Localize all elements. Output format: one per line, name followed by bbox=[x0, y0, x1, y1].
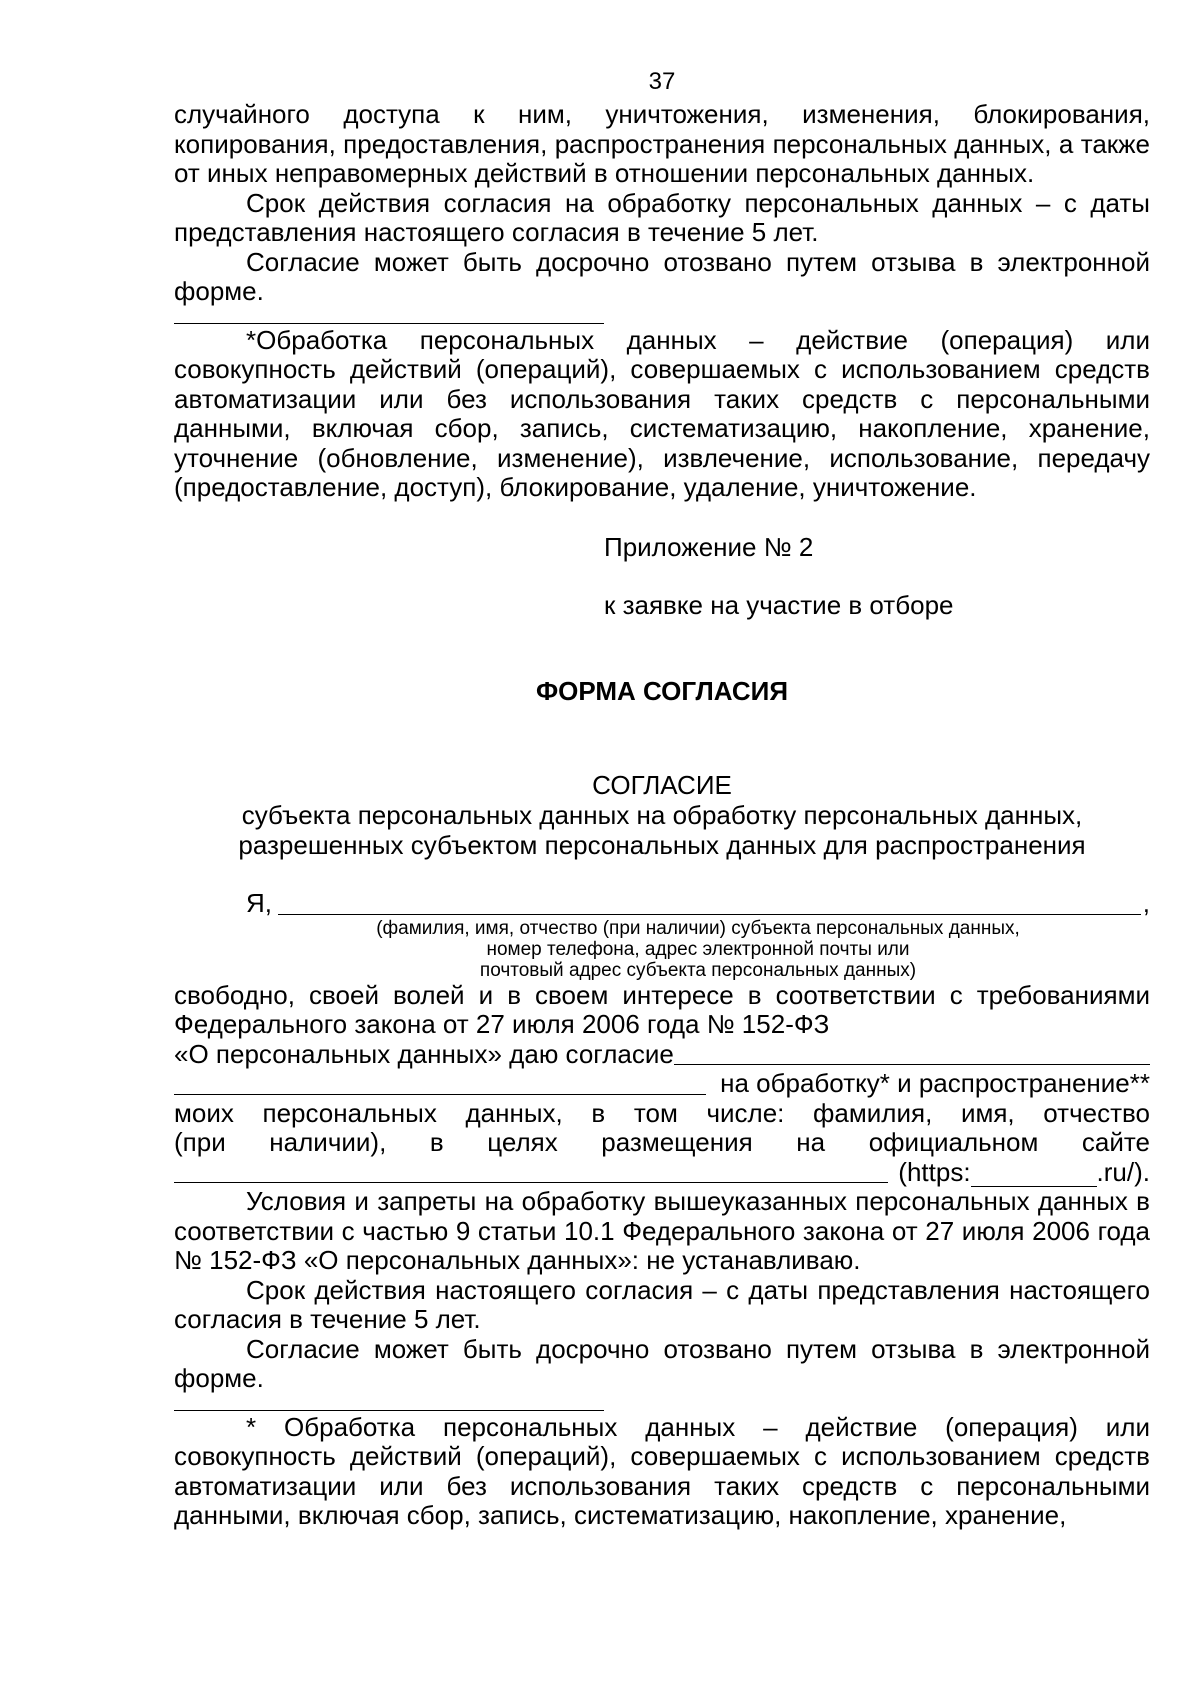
footnote-separator bbox=[174, 323, 604, 324]
consent-body-purpose: (при наличии), в целях размещения на официальном сайте bbox=[174, 1127, 1150, 1157]
consent-body-processing: на обработку* и распространение** bbox=[720, 1068, 1150, 1098]
url-domain-field[interactable] bbox=[971, 1164, 1097, 1187]
footnote-processing-definition: *Обработка персональных данных – действие (операция) или совокупность действий (операций), совершаемых с использованием средств автоматизации или без использования таких средств с персональными данными, включая сбор, запись, систематизацию, накопление, хранение, уточнение (обновление, изменение), извлечение, использование, передачу (предоставление, доступ), блокирование, удаление, уничтожение. bbox=[174, 324, 1150, 502]
paragraph-revoke: Согласие может быть досрочно отозвано путем отзыва в электронной форме. bbox=[174, 1333, 1150, 1393]
operator-name-field-2[interactable] bbox=[174, 1072, 706, 1095]
footnote-separator-2 bbox=[174, 1410, 604, 1411]
url-prefix: (https: bbox=[898, 1156, 971, 1187]
appendix-reference: к заявке на участие в отборе bbox=[604, 589, 954, 620]
field-hint-line-1: (фамилия, имя, отчество (при наличии) субъекта персональных данных, bbox=[376, 917, 1020, 939]
consent-subtitle-line-1: субъекта персональных данных на обработку персональных данных, bbox=[241, 799, 1083, 830]
paragraph-consent-revoke: Согласие может быть досрочно отозвано путем отзыва в электронной форме. bbox=[174, 246, 1150, 306]
consent-operator-row-2 bbox=[174, 1069, 1150, 1099]
pronoun-ya: Я, bbox=[246, 887, 272, 918]
paragraph-term: Срок действия настоящего согласия – с даты представления настоящего согласия в течение 5 лет. bbox=[174, 1274, 1150, 1334]
paragraph-consent-term: Срок действия согласия на обработку персональных данных – с даты представления настоящего согласия в течение 5 лет. bbox=[174, 187, 1150, 247]
consent-operator-row bbox=[174, 1040, 1150, 1070]
document-page bbox=[174, 68, 1150, 1531]
consent-title: СОГЛАСИЕ bbox=[592, 769, 732, 800]
consent-body-intro: свободно, своей волей и в своем интересе в соответствии с требованиями Федерального закона от 27 июля 2006 года № 152-ФЗ bbox=[174, 979, 1150, 1039]
consent-body-data-list: моих персональных данных, в том числе: фамилия, имя, отчество bbox=[174, 1097, 1150, 1128]
subject-name-row bbox=[174, 888, 1150, 918]
subject-name-field[interactable] bbox=[278, 892, 1141, 915]
field-hint-line-2: номер телефона, адрес электронной почты или bbox=[486, 938, 910, 960]
trailing-comma: , bbox=[1142, 887, 1150, 918]
footnote-processing-definition-2: * Обработка персональных данных – действие (операция) или совокупность действий (операций), совершаемых с использованием средств автоматизации или без использования таких средств с персональными данными, включая сбор, запись, систематизацию, накопление, хранение, bbox=[174, 1411, 1150, 1530]
page-number: 37 bbox=[648, 68, 676, 95]
paragraph-continuation: случайного доступа к ним, уничтожения, изменения, блокирования, копирования, предоставления, распространения персональных данных, а также от иных неправомерных действий в отношении персональных данных. bbox=[174, 99, 1150, 188]
form-title: ФОРМА СОГЛАСИЯ bbox=[535, 675, 789, 706]
consent-subtitle-line-2: разрешенных субъектом персональных данных для распространения bbox=[238, 829, 1086, 860]
consent-body-law-name: «О персональных данных» даю согласие bbox=[174, 1038, 674, 1069]
url-suffix: .ru/). bbox=[1096, 1156, 1150, 1187]
website-row bbox=[174, 1158, 1150, 1188]
paragraph-conditions: Условия и запреты на обработку вышеуказанных персональных данных в соответствии с частью 9 статьи 10.1 Федерального закона от 27 июля 2006 года № 152-ФЗ «О персональных данных»: не устанавливаю. bbox=[174, 1186, 1150, 1275]
appendix-number: Приложение № 2 bbox=[604, 531, 814, 562]
operator-name-field-1[interactable] bbox=[674, 1042, 1150, 1065]
website-name-field[interactable] bbox=[174, 1160, 888, 1183]
field-hint-line-3: почтовый адрес субъекта персональных данных) bbox=[479, 959, 917, 981]
